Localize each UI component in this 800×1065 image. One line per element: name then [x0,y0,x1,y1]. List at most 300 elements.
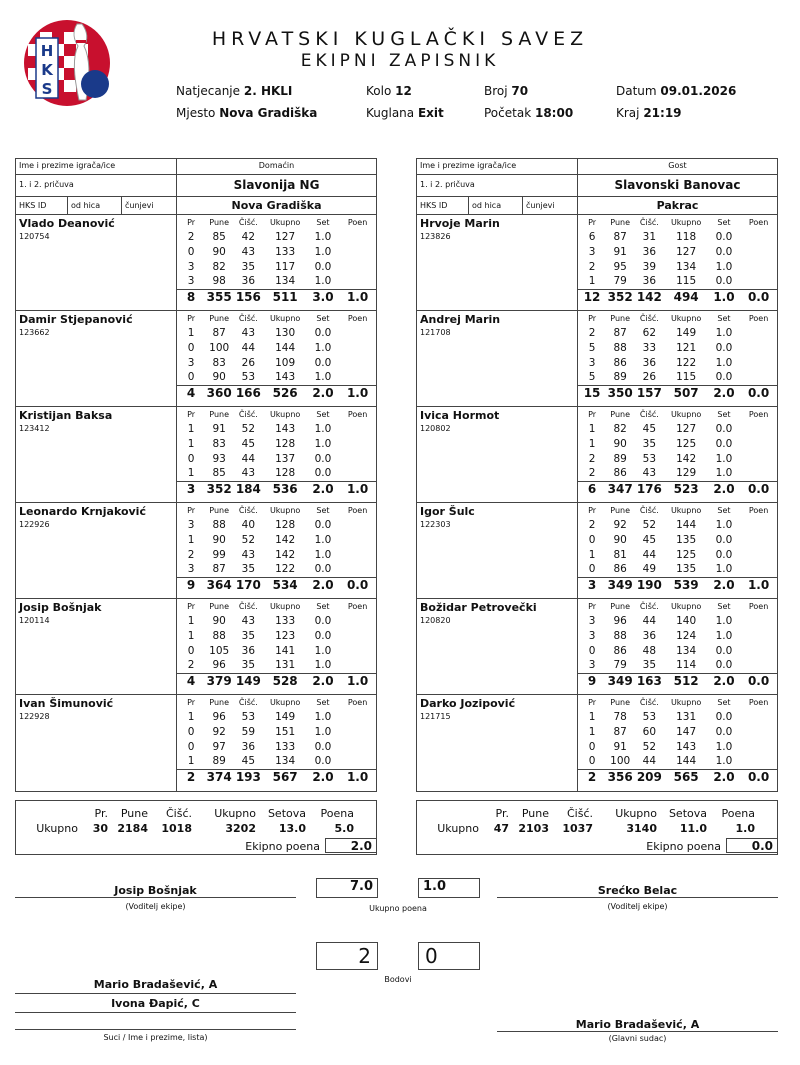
hks-id-label: HKS ID [16,197,68,214]
score-cell: 98 [212,275,226,288]
score-cell: 3 [588,659,596,672]
score-cell: 48 [642,644,657,657]
score-cell: 115 [676,275,697,288]
total-row [177,769,376,785]
score-cell: 43 [642,467,657,480]
score-cell: 81 [613,548,627,561]
pocetak-field: Početak 18:00 [484,106,574,120]
score-cell: 0 [588,533,596,546]
score-cell: 1.0 [314,371,332,384]
player-info [417,407,578,502]
score-cell: 1 [588,725,596,738]
score-cell: 45 [241,437,256,450]
chief-judge-caption: (Glavni sudac) [608,1034,667,1043]
score-cell: 83 [212,437,226,450]
total-row [578,289,777,305]
score-cell: 117 [275,260,296,273]
summary-header: Setova [668,807,707,820]
total-cell: 2.0 [307,673,339,689]
score-table [578,407,777,497]
cunjevi-label: čunjevi [122,197,177,214]
throw-row [578,613,777,628]
bodovi-caption: Bodovi [384,975,412,984]
player-name: Ivica Hormot [420,409,500,422]
player-id: 120114 [19,616,50,625]
total-cell: 523 [665,481,708,497]
score-cell: 125 [676,437,697,450]
score-cell: 143 [275,422,296,435]
score-cell: 128 [275,437,296,450]
column-header: Čišć. [238,697,258,707]
score-cell: 1 [588,548,596,561]
player-id: 120754 [19,232,50,241]
total-cell: 356 [607,770,633,785]
club-row [16,197,376,215]
score-cell: 0.0 [715,422,733,435]
name-column-header: Ime i prezime igrača/ice [16,159,177,174]
player-id: 122926 [19,520,50,529]
score-cell: 0.0 [314,629,332,642]
score-cell: 1.0 [715,740,733,753]
player-scores [578,407,777,502]
score-cell: 26 [241,356,256,369]
score-cell: 35 [241,563,256,576]
score-cell [740,274,777,289]
total-row [578,385,777,401]
score-cell: 0.0 [715,230,733,243]
player-id: 123826 [420,232,451,241]
score-header-row [177,695,376,709]
player-scores [177,599,376,694]
score-cell [339,613,376,628]
column-header: Set [717,601,731,611]
score-cell [740,451,777,466]
score-cell: 133 [275,740,296,753]
total-cell: 1.0 [339,769,376,785]
column-header: Čišć. [238,601,258,611]
broj-field: Broj 70 [484,84,529,98]
summary-header: Poena [320,807,354,820]
summary-label: Ukupno [437,822,479,835]
total-cell: 512 [665,673,708,689]
total-cell: 0.0 [740,673,777,689]
column-header: Čišć. [238,505,258,515]
score-cell: 36 [642,245,657,258]
total-cell: 494 [665,289,708,305]
score-cell [339,547,376,562]
score-cell [339,370,376,385]
throw-row [177,613,376,628]
throw-row [578,370,777,385]
column-header: Set [316,313,330,323]
score-table [177,215,376,305]
score-cell: 44 [642,755,657,768]
name-column-header: Ime i prezime igrača/ice [417,159,578,174]
column-header: Ukupno [269,697,301,707]
datum-field: Datum 09.01.2026 [616,84,737,98]
score-cell: 45 [642,422,657,435]
column-header: Poen [748,505,769,515]
guest-leader-name: Srećko Belac [597,884,678,897]
total-cell: 1.0 [339,481,376,497]
score-cell: 45 [241,755,256,768]
score-cell: 127 [676,422,697,435]
score-cell: 2 [588,260,596,273]
summary-header: Čišć. [566,807,593,820]
score-table [578,599,777,689]
player-block [16,311,376,407]
total-cell: 157 [634,385,664,401]
total-cell: 526 [264,385,307,401]
score-cell: 142 [275,548,296,561]
score-cell: 1 [588,710,596,723]
column-header: Set [717,697,731,707]
score-cell: 90 [613,437,627,450]
total-row [578,577,777,593]
column-header: Pune [209,697,230,707]
throw-row [578,754,777,769]
score-cell: 43 [241,326,256,339]
score-cell [339,739,376,754]
column-header: Pr [588,505,597,515]
summary-values-row [417,820,777,835]
score-cell: 0.0 [715,341,733,354]
throw-row [177,355,376,370]
player-info [16,215,177,310]
score-cell: 1.0 [314,341,332,354]
judge-2: Ivona Đapić, C [111,997,200,1010]
score-cell: 0 [588,740,596,753]
total-cell: 0.0 [740,481,777,497]
column-header: Set [717,217,731,227]
score-cell: 89 [613,371,627,384]
total-cell: 1.0 [339,289,376,305]
score-cell [740,547,777,562]
throw-row [177,724,376,739]
column-header: Ukupno [269,601,301,611]
score-cell: 133 [275,614,296,627]
score-cell: 6 [588,230,596,243]
team-points-label: Ekipno poena [245,840,320,853]
summary-header: Pune [120,807,148,820]
player-name: Andrej Marin [420,313,501,326]
score-cell: 36 [241,275,256,288]
total-row [578,769,777,785]
column-header: Pune [209,505,230,515]
player-name: Hrvoje Marin [420,217,500,230]
score-header-row [578,695,777,709]
score-cell: 35 [642,437,657,450]
score-cell: 1.0 [715,452,733,465]
total-cell: 15 [578,385,606,401]
score-cell: 96 [212,710,226,723]
player-info [417,215,578,310]
score-cell: 1 [187,467,195,480]
score-cell [339,325,376,340]
score-cell: 49 [642,563,657,576]
throw-row [578,436,777,451]
score-cell [740,658,777,673]
total-cell: 355 [206,290,232,305]
score-cell [740,436,777,451]
total-cell: 9 [578,673,606,689]
score-cell: 86 [613,467,627,480]
throw-row [578,451,777,466]
score-cell: 1.0 [314,548,332,561]
home-bodovi-box: 2 [316,942,378,970]
score-cell: 52 [642,518,657,531]
player-info [16,407,177,502]
column-header: Poen [347,409,368,419]
throw-row [177,466,376,481]
score-cell: 79 [613,659,627,672]
score-cell: 0 [187,740,195,753]
player-block [16,215,376,311]
score-cell: 1.0 [715,563,733,576]
score-cell: 5 [588,341,596,354]
total-cell: 539 [665,577,708,593]
score-cell: 0.0 [715,659,733,672]
summary-value: 1037 [562,822,593,835]
summary-value: 1018 [161,822,192,835]
score-cell [339,244,376,259]
summary-value: 2103 [518,822,549,835]
score-cell [339,451,376,466]
score-cell: 83 [212,356,226,369]
total-cell: 209 [634,769,664,785]
club-name: Pakrac [656,199,699,212]
player-scores [578,311,777,406]
total-cell: 2.0 [708,481,740,497]
score-cell: 90 [212,614,226,627]
column-header: Čišć. [238,313,258,323]
score-cell: 95 [613,260,627,273]
score-cell: 0.0 [715,275,733,288]
score-cell: 53 [642,452,657,465]
score-cell: 0.0 [314,563,332,576]
score-cell: 149 [275,710,296,723]
score-cell: 2 [588,518,596,531]
score-cell: 141 [275,644,296,657]
total-cell: 2 [177,769,205,785]
score-cell: 3 [187,356,195,369]
judges-caption: Suci / Ime i prezime, lista) [103,1033,208,1042]
score-cell: 0.0 [314,518,332,531]
score-cell: 79 [613,275,627,288]
score-cell: 52 [241,422,256,435]
column-header: Ukupno [269,409,301,419]
column-header: Pune [610,409,631,419]
score-cell: 93 [212,452,226,465]
score-cell: 31 [642,230,657,243]
total-row [177,385,376,401]
side-label: Domaćin [258,161,295,170]
score-cell: 1.0 [715,629,733,642]
score-cell [339,532,376,547]
score-cell: 96 [613,614,627,627]
column-header: Pr [187,313,196,323]
score-cell: 1.0 [715,356,733,369]
score-cell: 1 [187,326,195,339]
column-header: Pune [610,505,631,515]
player-block [417,695,777,791]
chief-judge-name: Mario Bradašević, A [575,1018,700,1031]
score-cell [339,709,376,724]
score-cell: 3 [588,245,596,258]
summary-spacer [417,807,479,820]
score-cell [339,436,376,451]
player-scores [578,503,777,598]
total-cell: 8 [177,289,205,305]
score-cell: 149 [676,326,697,339]
total-cell: 534 [264,577,307,593]
player-block [16,695,376,791]
total-cell: 2.0 [307,385,339,401]
column-header: Poen [347,313,368,323]
player-info [417,695,578,791]
throw-row [177,517,376,532]
throw-row [578,709,777,724]
score-cell: 0.0 [715,437,733,450]
team-row [417,175,777,197]
score-cell: 53 [241,371,256,384]
score-cell: 1.0 [715,467,733,480]
summary-header: Pr. [94,807,108,820]
player-id: 120820 [420,616,451,625]
score-cell: 134 [676,260,697,273]
total-cell: 184 [233,481,263,497]
column-header: Pr [588,313,597,323]
score-cell: 1.0 [314,245,332,258]
throw-row [578,532,777,547]
column-header: Set [717,313,731,323]
score-cell [740,340,777,355]
score-cell: 1.0 [715,518,733,531]
score-cell: 36 [241,740,256,753]
score-header-row [578,407,777,421]
throw-row [177,658,376,673]
throw-row [578,244,777,259]
score-cell: 1 [187,755,195,768]
score-header-row [578,215,777,229]
throw-row [578,724,777,739]
score-cell: 44 [241,341,256,354]
column-header: Pr [588,601,597,611]
score-cell: 140 [676,614,697,627]
guest-team-sheet [416,158,778,792]
score-cell: 90 [212,371,226,384]
score-cell: 3 [187,260,195,273]
score-cell: 127 [275,230,296,243]
score-cell [740,421,777,436]
score-table [578,311,777,401]
score-cell: 135 [676,533,697,546]
score-cell: 86 [613,644,627,657]
column-header: Set [316,409,330,419]
score-cell: 105 [209,644,230,657]
throw-row [177,325,376,340]
throw-row [578,421,777,436]
score-cell: 36 [642,356,657,369]
player-scores [578,695,777,791]
summary-value: 5.0 [334,822,354,835]
score-header-row [177,215,376,229]
summary-value: 47 [493,822,509,835]
home-team-sheet [15,158,377,792]
score-cell: 1 [187,629,195,642]
throw-row [177,259,376,274]
total-cell: 2.0 [307,769,339,785]
score-cell [339,421,376,436]
score-cell: 90 [212,245,226,258]
score-cell: 1 [187,614,195,627]
score-cell: 0 [588,755,596,768]
column-header: Ukupno [670,409,702,419]
throw-row [578,325,777,340]
score-cell: 96 [212,659,226,672]
throw-row [578,517,777,532]
total-cell: 2.0 [708,385,740,401]
total-cell: 2 [578,769,606,785]
score-cell: 87 [212,326,226,339]
score-cell [339,643,376,658]
player-name: Kristijan Baksa [19,409,113,422]
score-cell: 133 [275,245,296,258]
score-cell: 0.0 [715,725,733,738]
player-id: 123412 [19,424,50,433]
summary-value: 2184 [117,822,148,835]
home-leader-name: Josip Bošnjak [114,884,197,897]
player-id: 121708 [420,328,451,337]
column-header: Čišć. [639,313,659,323]
column-header: Pune [209,409,230,419]
column-header: Pr [588,217,597,227]
total-row [177,577,376,593]
score-cell [740,517,777,532]
score-cell: 125 [676,548,697,561]
total-cell: 2.0 [708,769,740,785]
score-cell [740,325,777,340]
score-cell: 36 [642,629,657,642]
score-header-row [578,503,777,517]
score-table [177,503,376,593]
summary-value: 3202 [225,822,256,835]
throw-row [578,355,777,370]
score-cell: 88 [212,518,226,531]
score-cell: 82 [212,260,226,273]
score-cell: 1.0 [314,533,332,546]
score-cell: 3 [588,614,596,627]
score-cell: 35 [642,659,657,672]
score-cell: 128 [275,518,296,531]
score-cell: 44 [241,452,256,465]
score-cell: 1.0 [715,326,733,339]
summary-header: Ukupno [214,807,256,820]
summary-value: 11.0 [679,822,707,835]
score-cell: 88 [613,341,627,354]
score-cell: 91 [613,245,627,258]
score-cell: 33 [642,341,657,354]
score-cell: 2 [187,659,195,672]
score-cell [740,724,777,739]
score-cell: 131 [676,710,697,723]
summary-value: 30 [92,822,108,835]
throw-row [578,562,777,577]
score-cell: 100 [610,755,631,768]
score-cell: 121 [676,341,697,354]
throw-row [578,739,777,754]
throw-row [177,709,376,724]
